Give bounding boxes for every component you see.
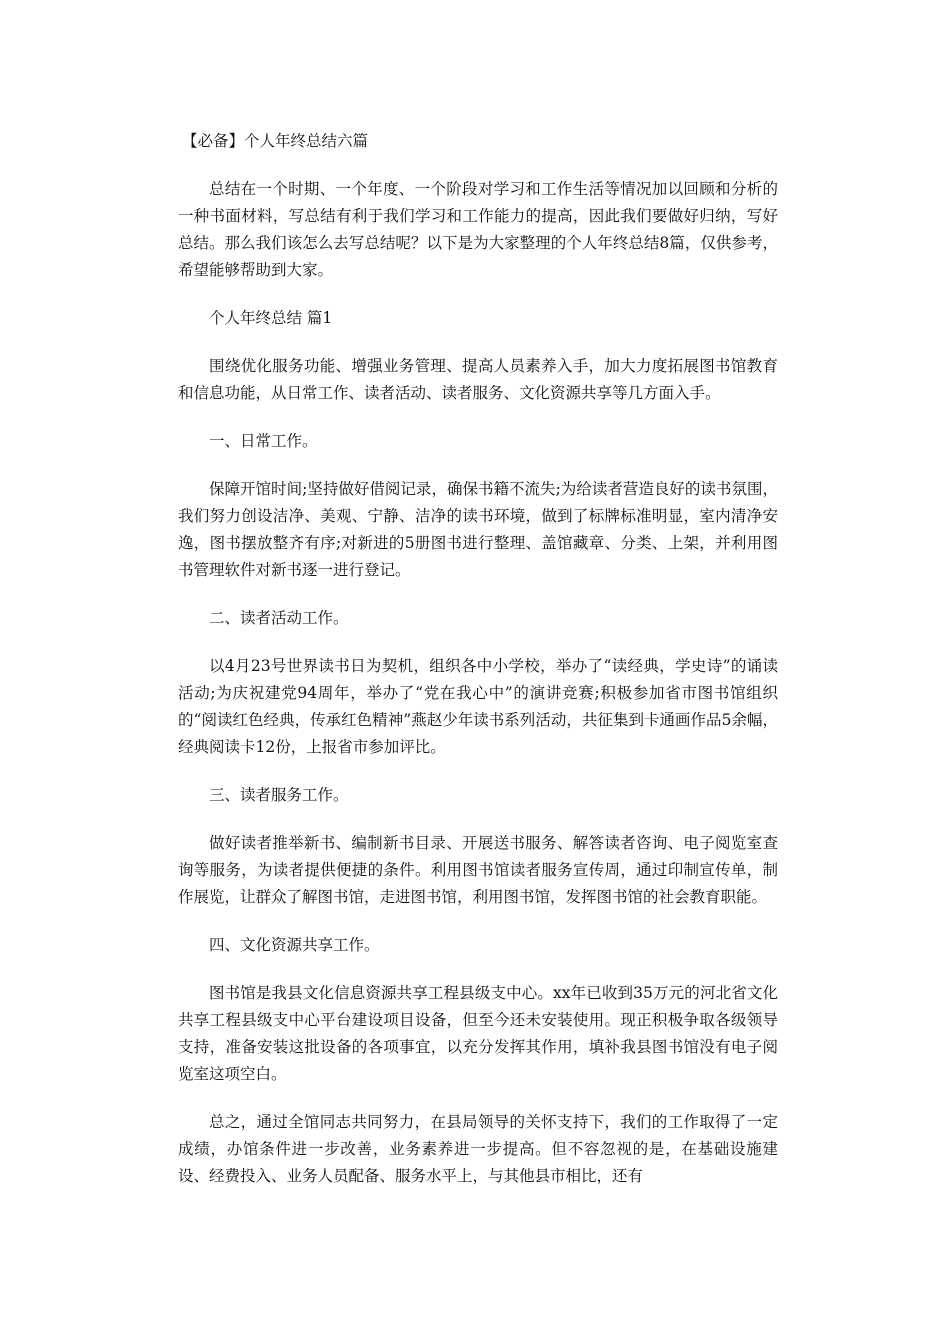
- intro-paragraph: 总结在一个时期、一个年度、一个阶段对学习和工作生活等情况加以回顾和分析的一种书面材料，写总结有利于我们学习和工作能力的提高，因此我们要做好归纳，写好总结。那么我们该怎么去写总结呢？以下是为大家整理的个人年终总结8篇，仅供参考，希望能够帮助到大家。: [178, 180, 778, 279]
- part-heading-resource-sharing: 四、文化资源共享工作。: [209, 936, 380, 954]
- part-heading-reader-activities: 二、读者活动工作。: [209, 609, 349, 627]
- document-title: 【必备】个人年终总结六篇: [182, 132, 369, 150]
- section-intro-paragraph: 围绕优化服务功能、增强业务管理、提高人员素养入手，加大力度拓展图书馆教育和信息功能，从日常工作、读者活动、读者服务、文化资源共享等几方面入手。: [178, 357, 778, 402]
- part-body-daily-work: 保障开馆时间;坚持做好借阅记录，确保书籍不流失;为给读者营造良好的读书氛围，我们努力创设洁净、美观、宁静、洁净的读书环境，做到了标牌标准明显，室内清净安逸，图书摆放整齐有序;对新进的5册图书进行整理、盖馆藏章、分类、上架，并利用图书管理软件对新书逐一进行登记。: [178, 480, 778, 579]
- part-heading-daily-work: 一、日常工作。: [209, 432, 318, 450]
- part-body-resource-sharing: 图书馆是我县文化信息资源共享工程县级支中心。xx年已收到35万元的河北省文化共享工程县级支中心平台建设项目设备，但至今还未安装使用。现正积极争取各级领导支持，准备安装这批设备的各项事宜，以充分发挥其作用，填补我县图书馆没有电子阅览室这项空白。: [178, 984, 778, 1083]
- conclusion-paragraph: 总之，通过全馆同志共同努力，在县局领导的关怀支持下，我们的工作取得了一定成绩，办馆条件进一步改善，业务素养进一步提高。但不容忽视的是，在基础设施建设、经费投入、业务人员配备、服务水平上，与其他县市相比，还有: [178, 1113, 778, 1185]
- part-body-reader-activities: 以4月23号世界读书日为契机，组织各中小学校，举办了“读经典，学史诗”的诵读活动;为庆祝建党94周年，举办了“党在我心中”的演讲竞赛;积极参加省市图书馆组织的“阅读红色经典，传承红色精神”燕赵少年读书系列活动，共征集到卡通画作品5余幅，经典阅读卡12份，上报省市参加评比。: [178, 657, 778, 756]
- part-body-reader-services: 做好读者推举新书、编制新书目录、开展送书服务、解答读者咨询、电子阅览室查询等服务，为读者提供便捷的条件。利用图书馆读者服务宣传周，通过印制宣传单，制作展览，让群众了解图书馆，走进图书馆，利用图书馆，发挥图书馆的社会教育职能。: [178, 834, 778, 906]
- part-heading-reader-services: 三、读者服务工作。: [209, 786, 349, 804]
- section-title: 个人年终总结 篇1: [209, 309, 333, 327]
- document-content: [178, 128, 778, 1190]
